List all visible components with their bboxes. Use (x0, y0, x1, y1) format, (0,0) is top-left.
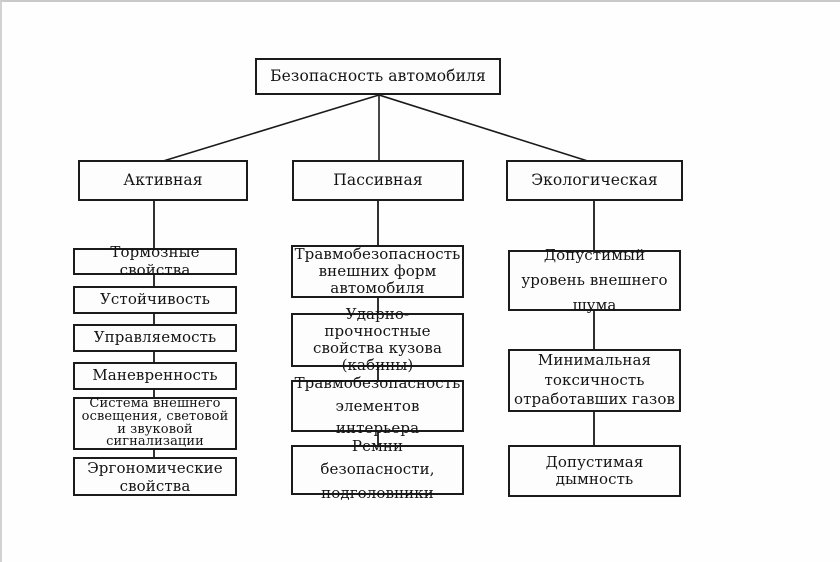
node-seatbelts-headrests: Ремни безопасности, подголовники (291, 445, 464, 495)
node-braking-properties: Тормозные свойства (73, 248, 237, 275)
node-vehicle-safety: Безопасность автомобиля (255, 58, 501, 95)
node-controllability: Управляемость (73, 324, 237, 352)
node-ecological-safety: Экологическая (506, 160, 683, 201)
node-passive-safety: Пассивная (292, 160, 464, 201)
node-interior-injury-safety: Травмобезопасность элементов интерьера (291, 380, 464, 432)
node-stability: Устойчивость (73, 286, 237, 314)
node-maneuverability: Маневренность (73, 362, 237, 390)
node-permissible-smoke: Допустимая дымность (508, 445, 681, 497)
node-active-safety: Активная (78, 160, 248, 201)
node-external-form-injury-safety: Травмобезопасность внешних форм автомобиля (291, 245, 464, 298)
node-permissible-external-noise: Допустимый уровень внешнего шума (508, 250, 681, 311)
node-minimal-exhaust-toxicity: Минимальная токсичность отработавших газов (508, 349, 681, 412)
node-ergonomic-properties: Эргономические свойства (73, 457, 237, 496)
edge-root-to-active (160, 95, 379, 162)
edge-root-to-ecological (379, 95, 594, 163)
node-impact-strength-of-body: Ударно-прочностные свойства кузова (кабины) (291, 313, 464, 367)
node-lighting-signaling-system: Система внешнего освещения, световой и звуковой сигнализации (73, 397, 237, 450)
